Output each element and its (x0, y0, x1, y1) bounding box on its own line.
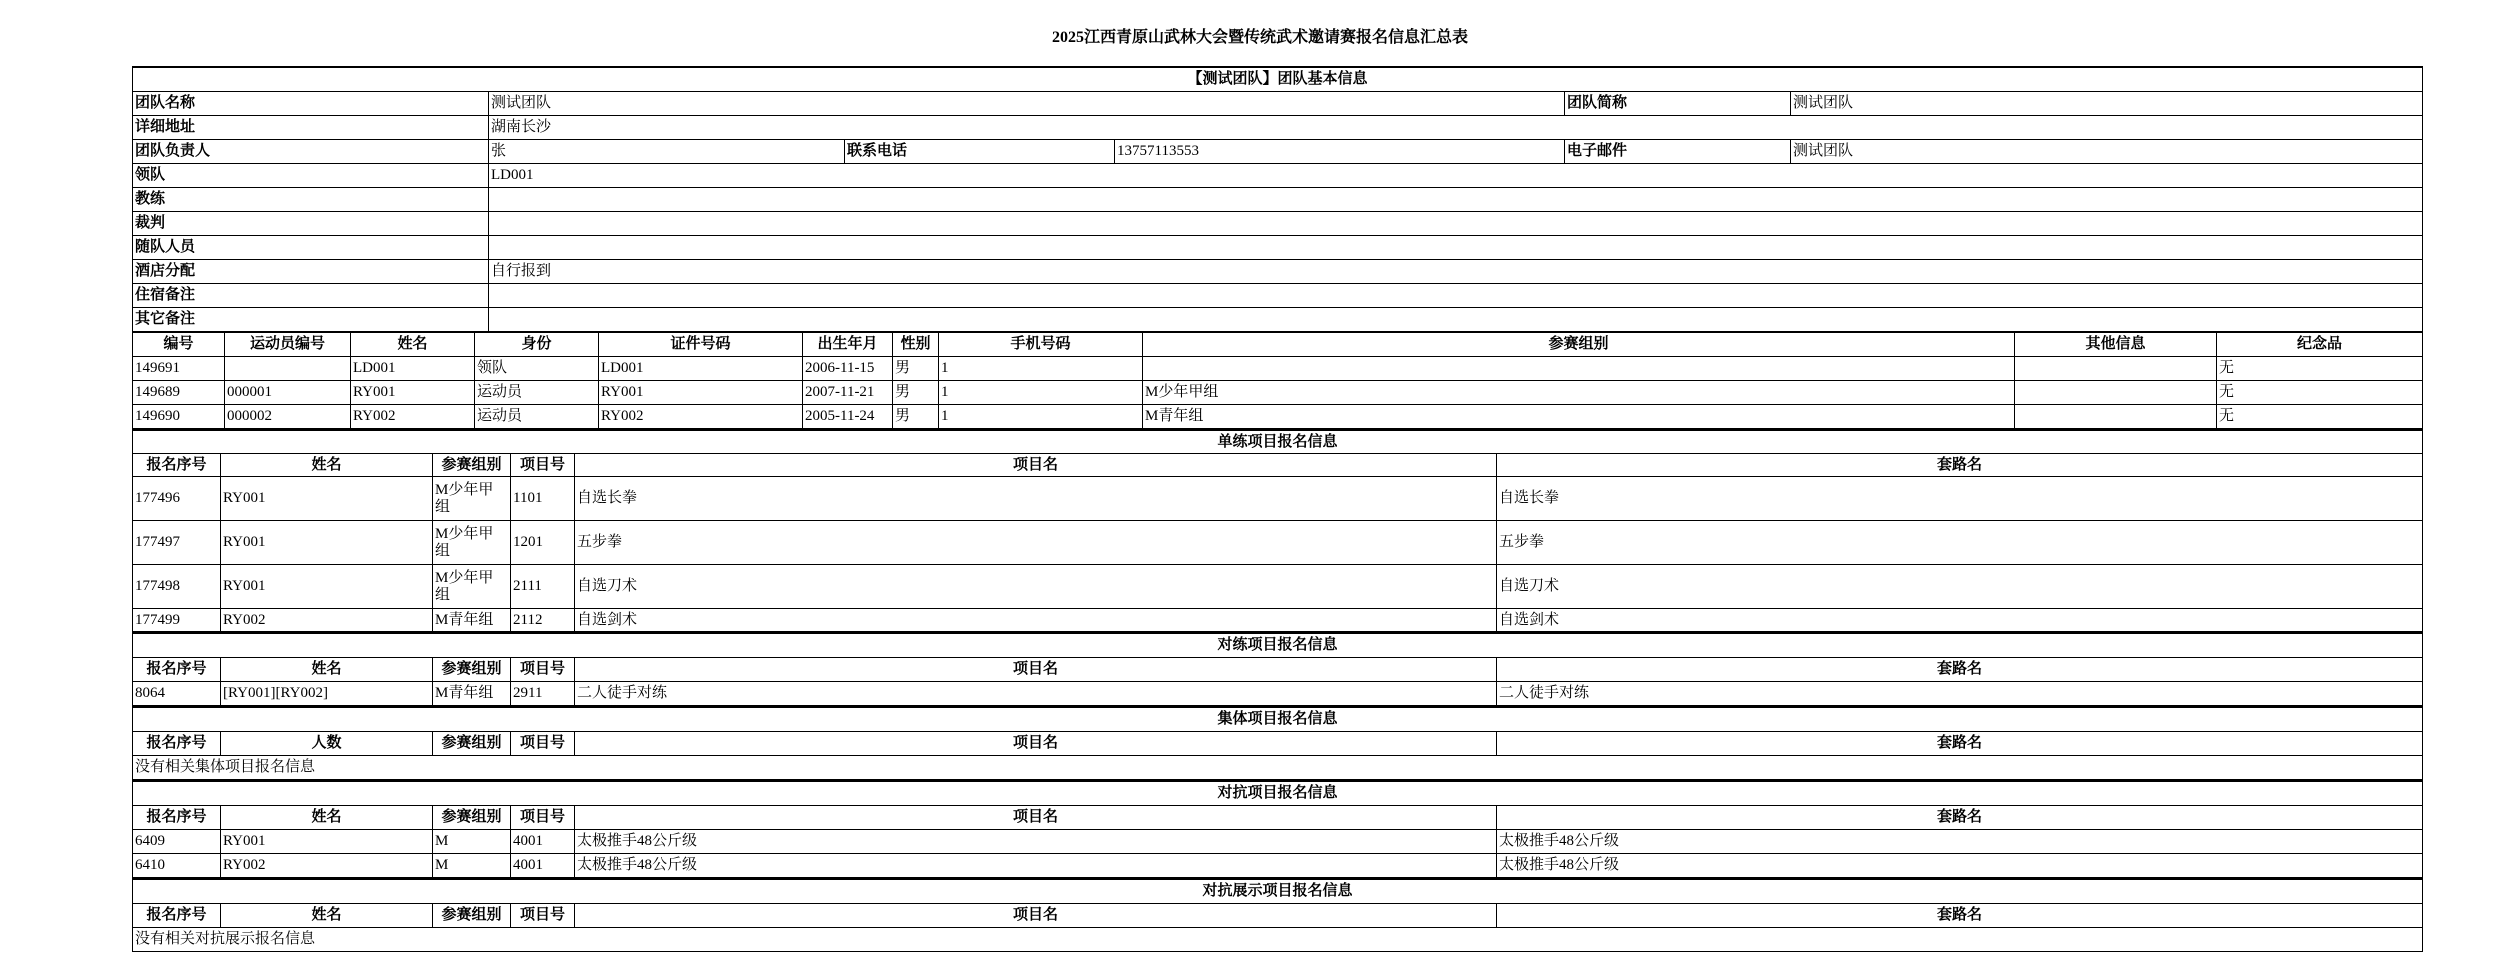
col-header: 报名序号 (133, 732, 221, 756)
col-header: 项目名 (575, 806, 1497, 830)
single-section-row (133, 430, 2423, 454)
table-row (133, 854, 2423, 878)
table-row (133, 609, 2423, 632)
address-row (133, 116, 2423, 140)
combat-header-row (133, 806, 2423, 830)
combat-show-events-table (132, 878, 2423, 952)
table-cell: M (433, 830, 511, 854)
table-cell: 2005-11-24 (803, 405, 893, 429)
table-cell: 1101 (511, 477, 575, 521)
address-value: 湖南长沙 (489, 116, 2423, 140)
lead-label: 领队 (133, 164, 489, 188)
table-cell: 1 (939, 405, 1143, 429)
table-row (133, 521, 2423, 565)
col-header: 项目号 (511, 806, 575, 830)
table-cell: M青年组 (1143, 405, 2015, 429)
group-empty-message: 没有相关集体项目报名信息 (133, 756, 2423, 780)
table-row (133, 682, 2423, 706)
hotel-label: 酒店分配 (133, 260, 489, 284)
address-label: 详细地址 (133, 116, 489, 140)
referee-value (489, 212, 2423, 236)
table-cell: 自选刀术 (575, 565, 1497, 609)
table-row (133, 405, 2423, 429)
table-cell: 000001 (225, 381, 351, 405)
table-cell: 自选长拳 (575, 477, 1497, 521)
col-header: 其他信息 (2015, 333, 2217, 357)
table-cell: 177496 (133, 477, 221, 521)
col-header: 套路名 (1497, 806, 2423, 830)
table-cell: M青年组 (433, 609, 511, 632)
table-cell: RY002 (221, 609, 433, 632)
table-cell: 运动员 (475, 381, 599, 405)
table-cell: RY001 (221, 830, 433, 854)
table-cell: RY002 (221, 854, 433, 878)
col-header: 套路名 (1497, 904, 2423, 928)
table-cell: 太极推手48公斤级 (1497, 854, 2423, 878)
hotel-row (133, 260, 2423, 284)
col-header: 姓名 (221, 658, 433, 682)
team-info-table (132, 66, 2423, 332)
email-value: 测试团队 (1791, 140, 2423, 164)
col-header: 报名序号 (133, 904, 221, 928)
table-cell: 领队 (475, 357, 599, 381)
table-cell: 177498 (133, 565, 221, 609)
single-events-table (132, 429, 2423, 632)
phone-label: 联系电话 (845, 140, 1115, 164)
other-note-label: 其它备注 (133, 308, 489, 332)
table-cell: 2911 (511, 682, 575, 706)
other-note-value (489, 308, 2423, 332)
table-cell: RY001 (351, 381, 475, 405)
duel-header-row (133, 658, 2423, 682)
combat-section-row (133, 781, 2423, 806)
table-cell: 2112 (511, 609, 575, 632)
leader-row (133, 140, 2423, 164)
col-header: 编号 (133, 333, 225, 357)
group-header-row (133, 732, 2423, 756)
table-cell: 自选剑术 (1497, 609, 2423, 632)
table-cell: M少年甲组 (433, 565, 511, 609)
team-info-header-row (133, 67, 2423, 92)
table-cell: M (433, 854, 511, 878)
group-section-row (133, 707, 2423, 732)
col-header: 参赛组别 (433, 658, 511, 682)
table-cell: RY001 (599, 381, 803, 405)
phone-value: 13757113553 (1115, 140, 1565, 164)
table-cell: 1 (939, 357, 1143, 381)
table-row (133, 565, 2423, 609)
leader-label: 团队负责人 (133, 140, 489, 164)
table-cell: 五步拳 (1497, 521, 2423, 565)
col-header: 套路名 (1497, 454, 2423, 477)
table-cell: 177497 (133, 521, 221, 565)
col-header: 纪念品 (2217, 333, 2423, 357)
staff-value (489, 236, 2423, 260)
col-header: 参赛组别 (433, 904, 511, 928)
table-cell: 自选剑术 (575, 609, 1497, 632)
col-header: 运动员编号 (225, 333, 351, 357)
table-cell: 自选长拳 (1497, 477, 2423, 521)
combat-events-table (132, 780, 2423, 878)
table-row (133, 381, 2423, 405)
col-header: 参赛组别 (1143, 333, 2015, 357)
table-cell: RY001 (221, 477, 433, 521)
combat-show-empty-message: 没有相关对抗展示报名信息 (133, 928, 2423, 952)
table-cell: RY001 (221, 521, 433, 565)
table-cell: 二人徒手对练 (575, 682, 1497, 706)
coach-row (133, 188, 2423, 212)
table-cell: 太极推手48公斤级 (575, 854, 1497, 878)
table-cell: 二人徒手对练 (1497, 682, 2423, 706)
page-title: 2025江西青原山武林大会暨传统武术邀请赛报名信息汇总表 (1051, 29, 1468, 46)
table-cell: 太极推手48公斤级 (1497, 830, 2423, 854)
table-row (133, 477, 2423, 521)
col-header: 手机号码 (939, 333, 1143, 357)
table-cell: 男 (893, 381, 939, 405)
table-cell: 男 (893, 405, 939, 429)
lodging-note-row (133, 284, 2423, 308)
col-header: 姓名 (221, 454, 433, 477)
table-cell: 8064 (133, 682, 221, 706)
col-header: 项目号 (511, 454, 575, 477)
table-cell: 177499 (133, 609, 221, 632)
table-cell: M少年甲组 (433, 477, 511, 521)
table-cell (2015, 381, 2217, 405)
email-label: 电子邮件 (1565, 140, 1791, 164)
table-cell: 运动员 (475, 405, 599, 429)
table-cell (1143, 357, 2015, 381)
col-header: 身份 (475, 333, 599, 357)
table-cell: M少年甲组 (433, 521, 511, 565)
table-cell: M青年组 (433, 682, 511, 706)
table-cell: 149691 (133, 357, 225, 381)
table-cell: 6409 (133, 830, 221, 854)
lead-row (133, 164, 2423, 188)
lodging-note-label: 住宿备注 (133, 284, 489, 308)
col-header: 报名序号 (133, 658, 221, 682)
table-cell: 000002 (225, 405, 351, 429)
combat-section-title: 对抗项目报名信息 (133, 781, 2423, 806)
table-cell: LD001 (599, 357, 803, 381)
table-cell: 6410 (133, 854, 221, 878)
team-name-row (133, 92, 2423, 116)
col-header: 项目名 (575, 732, 1497, 756)
col-header: 参赛组别 (433, 806, 511, 830)
col-header: 姓名 (221, 806, 433, 830)
combat-show-section-title: 对抗展示项目报名信息 (133, 879, 2423, 904)
col-header: 证件号码 (599, 333, 803, 357)
table-cell: 男 (893, 357, 939, 381)
coach-label: 教练 (133, 188, 489, 212)
col-header: 项目号 (511, 904, 575, 928)
duel-section-row (133, 633, 2423, 658)
table-cell: 1 (939, 381, 1143, 405)
staff-label: 随队人员 (133, 236, 489, 260)
referee-row (133, 212, 2423, 236)
duel-section-title: 对练项目报名信息 (133, 633, 2423, 658)
referee-label: 裁判 (133, 212, 489, 236)
table-cell: 无 (2217, 405, 2423, 429)
col-header: 项目名 (575, 454, 1497, 477)
table-cell: RY002 (351, 405, 475, 429)
col-header: 出生年月 (803, 333, 893, 357)
table-cell: RY002 (599, 405, 803, 429)
table-cell (2015, 357, 2217, 381)
table-cell: 4001 (511, 854, 575, 878)
team-info-section-title: 【测试团队】团队基本信息 (133, 67, 2423, 92)
group-events-table (132, 706, 2423, 780)
table-cell: M少年甲组 (1143, 381, 2015, 405)
col-header: 项目号 (511, 732, 575, 756)
single-header-row (133, 454, 2423, 477)
col-header: 报名序号 (133, 454, 221, 477)
col-header: 姓名 (221, 904, 433, 928)
single-section-title: 单练项目报名信息 (133, 430, 2423, 454)
col-header: 套路名 (1497, 732, 2423, 756)
other-note-row (133, 308, 2423, 332)
combat-show-section-row (133, 879, 2423, 904)
col-header: 项目号 (511, 658, 575, 682)
team-short-value: 测试团队 (1791, 92, 2423, 116)
table-cell (225, 357, 351, 381)
col-header: 性别 (893, 333, 939, 357)
table-row (133, 830, 2423, 854)
col-header: 姓名 (351, 333, 475, 357)
athletes-table (132, 332, 2423, 429)
table-row (133, 357, 2423, 381)
table-cell: 2007-11-21 (803, 381, 893, 405)
table-cell: 2006-11-15 (803, 357, 893, 381)
table-cell: 五步拳 (575, 521, 1497, 565)
empty-message-row (133, 756, 2423, 780)
col-header: 参赛组别 (433, 732, 511, 756)
combat-show-header-row (133, 904, 2423, 928)
col-header: 套路名 (1497, 658, 2423, 682)
table-cell: 太极推手48公斤级 (575, 830, 1497, 854)
table-cell: LD001 (351, 357, 475, 381)
team-name-value: 测试团队 (489, 92, 1565, 116)
table-cell: 149689 (133, 381, 225, 405)
hotel-value: 自行报到 (489, 260, 2423, 284)
staff-row (133, 236, 2423, 260)
table-cell: 自选刀术 (1497, 565, 2423, 609)
table-cell (2015, 405, 2217, 429)
col-header: 参赛组别 (433, 454, 511, 477)
leader-value: 张 (489, 140, 845, 164)
empty-message-row (133, 928, 2423, 952)
col-header: 人数 (221, 732, 433, 756)
duel-events-table (132, 632, 2423, 706)
lodging-note-value (489, 284, 2423, 308)
team-short-label: 团队简称 (1565, 92, 1791, 116)
table-cell: 无 (2217, 381, 2423, 405)
table-cell: 149690 (133, 405, 225, 429)
table-cell: [RY001][RY002] (221, 682, 433, 706)
table-cell: RY001 (221, 565, 433, 609)
table-cell: 2111 (511, 565, 575, 609)
table-cell: 1201 (511, 521, 575, 565)
registration-summary (132, 66, 2422, 952)
lead-value: LD001 (489, 164, 2423, 188)
team-name-label: 团队名称 (133, 92, 489, 116)
col-header: 项目名 (575, 904, 1497, 928)
coach-value (489, 188, 2423, 212)
col-header: 报名序号 (133, 806, 221, 830)
table-cell: 4001 (511, 830, 575, 854)
athletes-header-row (133, 333, 2423, 357)
table-cell: 无 (2217, 357, 2423, 381)
group-section-title: 集体项目报名信息 (133, 707, 2423, 732)
col-header: 项目名 (575, 658, 1497, 682)
